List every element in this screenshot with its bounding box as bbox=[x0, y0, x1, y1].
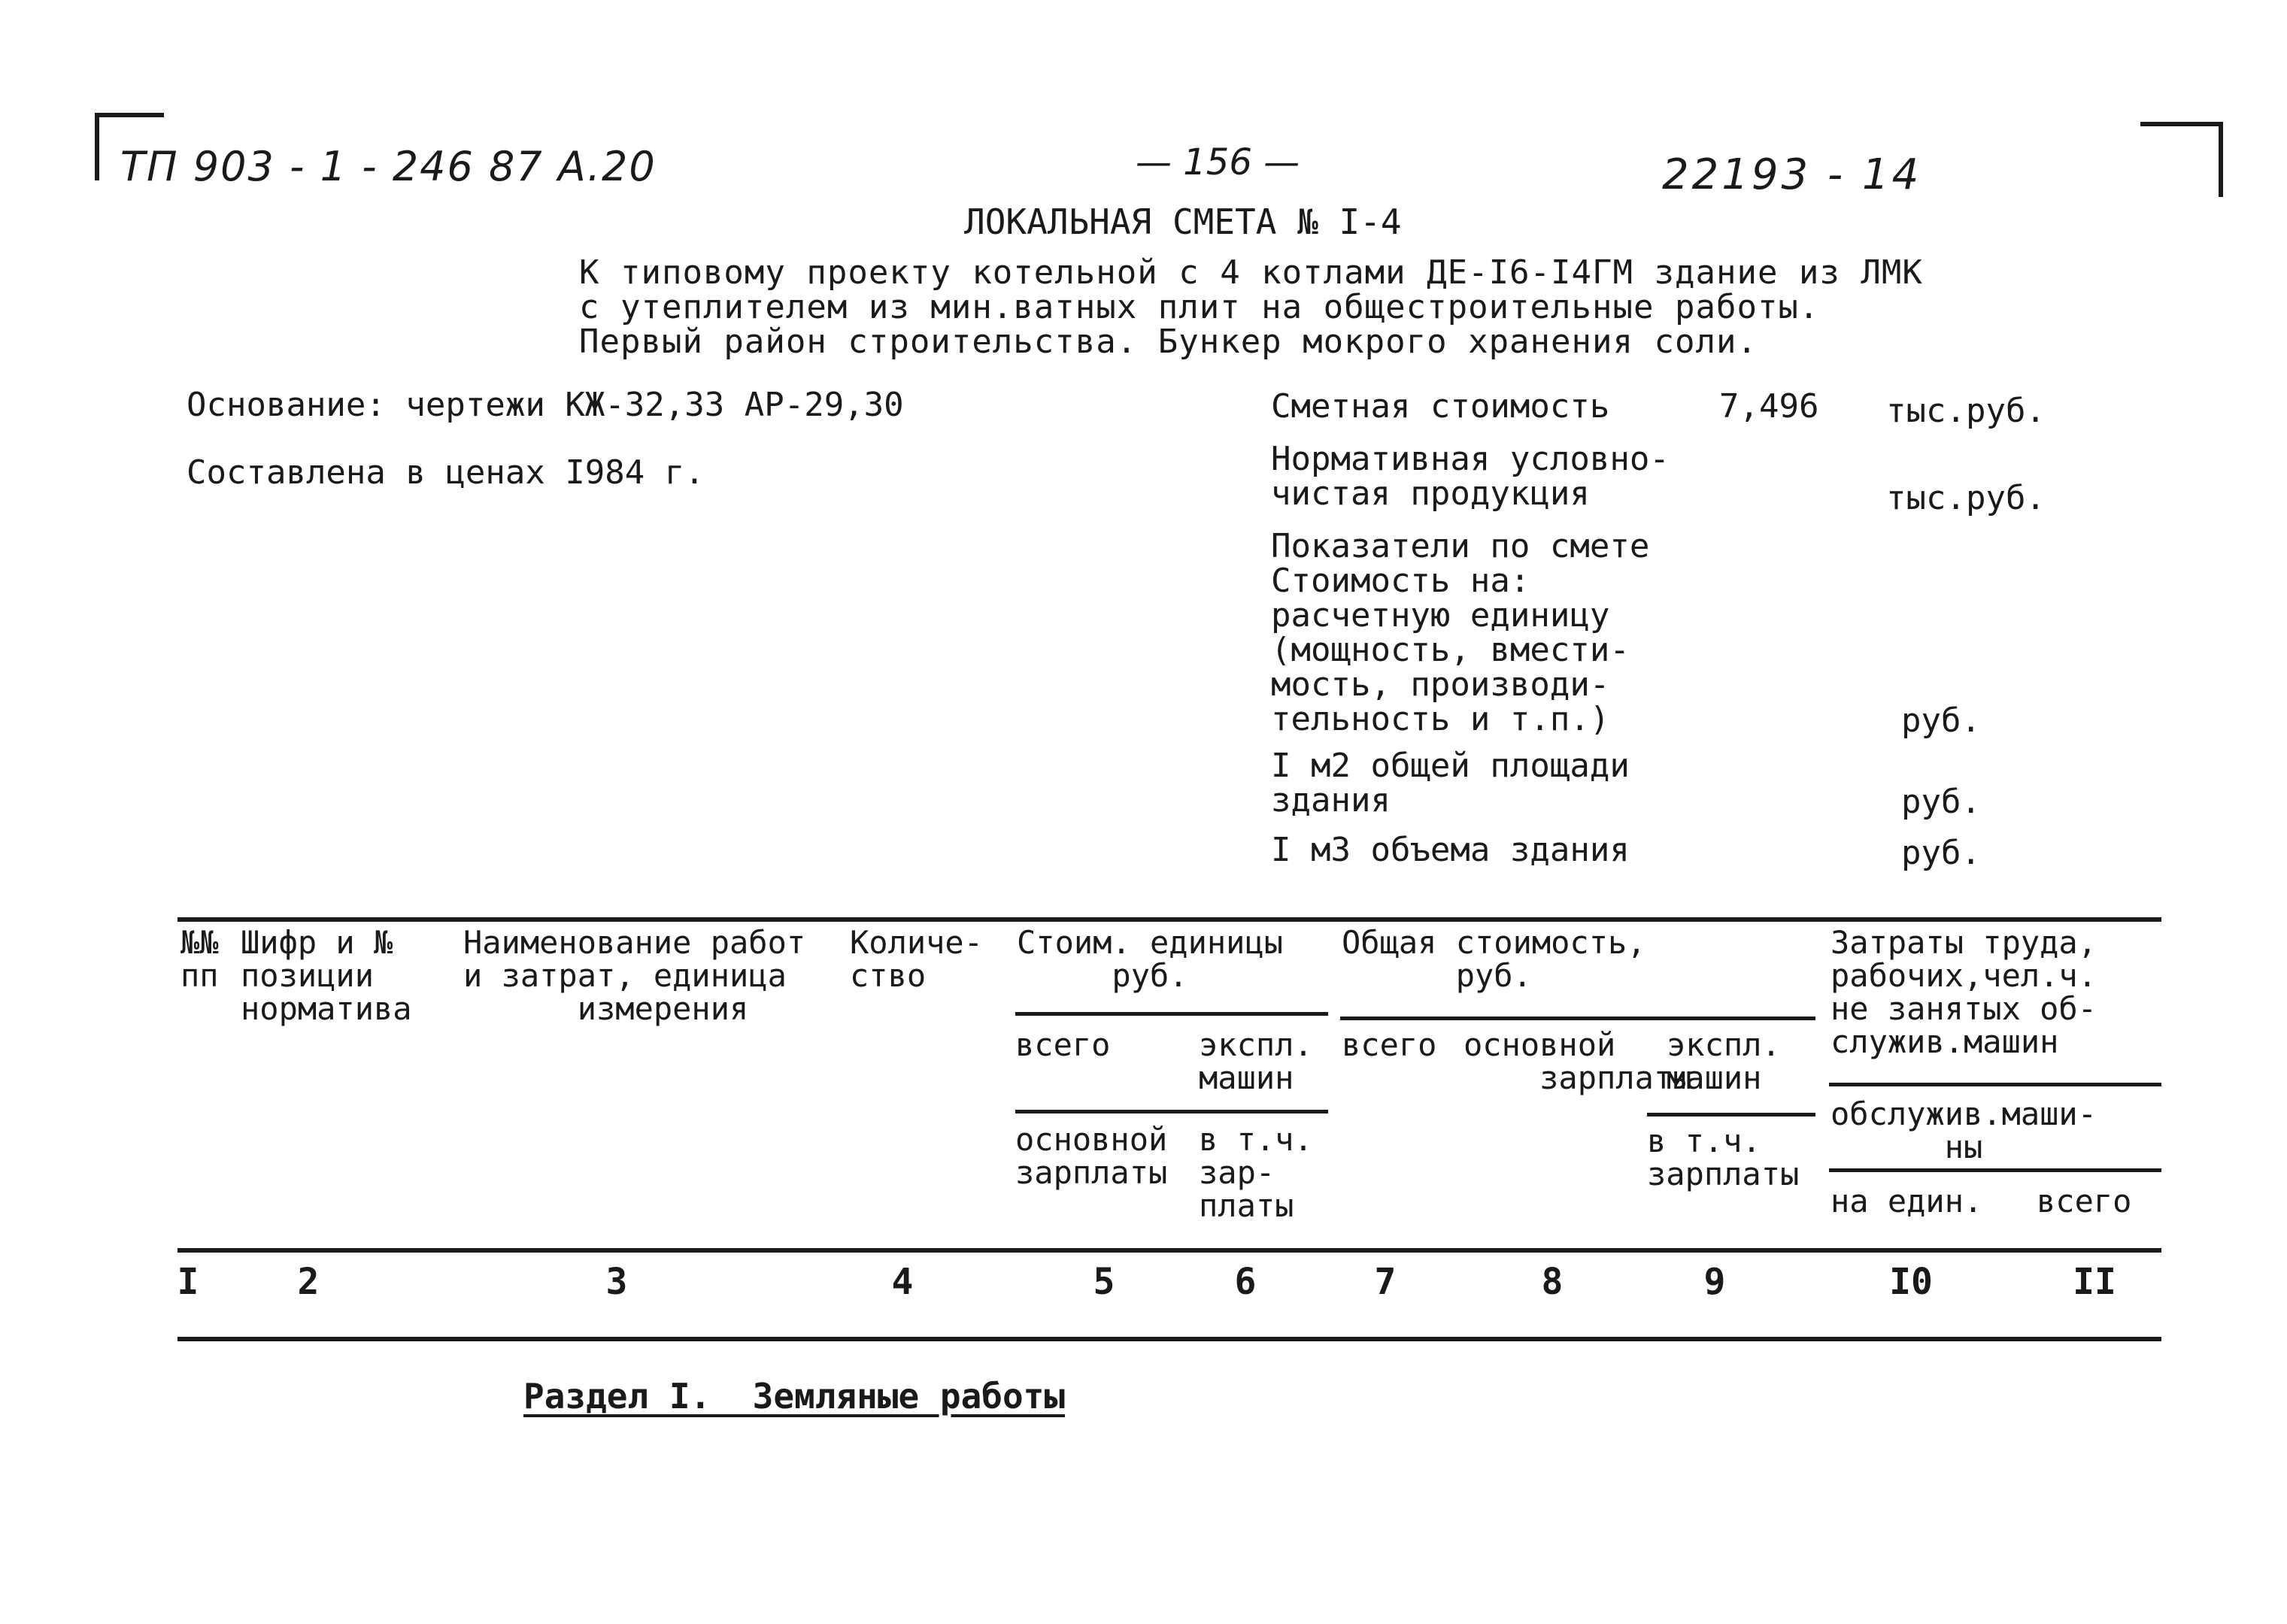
indicators-line-5: мость, производи- bbox=[1271, 665, 1610, 704]
indicators-line-6: тельность и т.п.) bbox=[1271, 700, 1610, 738]
column-number-3: 3 bbox=[605, 1261, 628, 1303]
indicators-line-1: Показатели по смете bbox=[1271, 527, 1650, 565]
header-labor-serving: обслужив.маши- ны bbox=[1831, 1095, 2097, 1165]
area-label-1: I м2 общей площади bbox=[1271, 747, 1630, 785]
column-number-1: I bbox=[177, 1261, 199, 1303]
column-numbers-bottom-rule bbox=[177, 1337, 2161, 1341]
document-title: ЛОКАЛЬНАЯ СМЕТА № I-4 bbox=[964, 201, 1402, 242]
indicators-line-2: Стоимость на: bbox=[1271, 562, 1530, 600]
description-line-1: К типовому проекту котельной с 4 котлами ДЕ-I6-I4ГМ здание из ЛМК bbox=[579, 253, 1923, 292]
labor-rule bbox=[1829, 1083, 2161, 1086]
header-unit-machines: экспл. машин bbox=[1199, 1026, 1313, 1096]
column-number-11: II bbox=[2073, 1261, 2116, 1303]
header-item-number: №№ пп bbox=[180, 924, 219, 994]
total-sub-rule bbox=[1647, 1113, 1815, 1116]
area-label-2: здания bbox=[1271, 781, 1391, 820]
indicators-line-3: расчетную единицу bbox=[1271, 596, 1610, 635]
estimated-cost-label: Сметная стоимость bbox=[1271, 387, 1610, 426]
basis-text: Основание: чертежи КЖ-32,33 АР-29,30 bbox=[187, 386, 904, 424]
column-number-4: 4 bbox=[891, 1261, 914, 1303]
header-total-cost: Общая стоимость, руб. bbox=[1342, 924, 1646, 994]
header-total-machines: экспл. машин bbox=[1667, 1026, 1781, 1096]
total-cost-rule bbox=[1340, 1017, 1815, 1020]
indicators-line-4: (мощность, вмести- bbox=[1271, 631, 1630, 669]
normative-label-2: чистая продукция bbox=[1271, 474, 1590, 513]
header-unit-cost: Стоим. единицы руб. bbox=[1017, 924, 1284, 994]
header-code: Шифр и № позиции норматива bbox=[241, 924, 412, 1027]
corner-mark-right-vertical bbox=[2219, 122, 2223, 197]
column-number-6: 6 bbox=[1234, 1261, 1257, 1303]
header-bottom-rule bbox=[177, 1248, 2161, 1253]
page-number: — 156 — bbox=[1136, 141, 1300, 183]
labor-sub-rule bbox=[1829, 1168, 2161, 1172]
description-line-2: с утеплителем из мин.ватных плит на общестроительные работы. bbox=[579, 288, 1820, 326]
area-unit: руб. bbox=[1901, 783, 1981, 821]
estimated-cost-unit: тыс.руб. bbox=[1886, 392, 2046, 430]
header-labor: Затраты труда, рабочих,чел.ч. не занятых об- служив.машин bbox=[1831, 924, 2097, 1060]
corner-mark-left-horizontal bbox=[95, 113, 164, 117]
header-work-name: Наименование работ и затрат, единица измерения bbox=[463, 924, 806, 1027]
volume-label: I м3 объема здания bbox=[1271, 831, 1630, 869]
header-labor-per-unit: на един. bbox=[1831, 1183, 1983, 1220]
unit-cost-rule bbox=[1015, 1012, 1328, 1016]
header-unit-incl-wage: в т.ч. зар- платы bbox=[1199, 1121, 1313, 1224]
header-total-all: всего bbox=[1342, 1026, 1437, 1063]
column-number-8: 8 bbox=[1541, 1261, 1564, 1303]
corner-mark-right-horizontal bbox=[2140, 122, 2223, 126]
column-number-2: 2 bbox=[297, 1261, 320, 1303]
section-title: Раздел I. Земляные работы bbox=[523, 1376, 1066, 1416]
header-total-incl-wage: в т.ч. зарплаты bbox=[1647, 1123, 1800, 1192]
doc-code: ТП 903 - 1 - 246 87 А.20 bbox=[120, 143, 657, 190]
column-number-5: 5 bbox=[1093, 1261, 1115, 1303]
header-unit-wage: основной зарплаты bbox=[1015, 1121, 1168, 1191]
corner-mark-left-vertical bbox=[95, 113, 99, 180]
indicators-unit: руб. bbox=[1901, 701, 1981, 740]
description-line-3: Первый район строительства. Бункер мокрого хранения соли. bbox=[579, 323, 1758, 361]
estimated-cost-value: 7,496 bbox=[1719, 387, 1819, 426]
normative-unit: тыс.руб. bbox=[1886, 479, 2046, 517]
unit-sub-rule bbox=[1015, 1110, 1328, 1113]
header-labor-total: всего bbox=[2037, 1183, 2132, 1220]
normative-label-1: Нормативная условно- bbox=[1271, 440, 1670, 478]
column-number-9: 9 bbox=[1703, 1261, 1726, 1303]
header-quantity: Количе- ство bbox=[850, 924, 984, 994]
prices-text: Составлена в ценах I984 г. bbox=[187, 453, 705, 492]
header-unit-total: всего bbox=[1015, 1026, 1111, 1063]
column-number-10: I0 bbox=[1889, 1261, 1933, 1303]
table-top-rule bbox=[177, 917, 2161, 922]
register-number: 22193 - 14 bbox=[1662, 150, 1922, 199]
column-number-7: 7 bbox=[1374, 1261, 1397, 1303]
volume-unit: руб. bbox=[1901, 834, 1981, 872]
header-total-wage: основной зарплаты bbox=[1463, 1026, 1692, 1096]
